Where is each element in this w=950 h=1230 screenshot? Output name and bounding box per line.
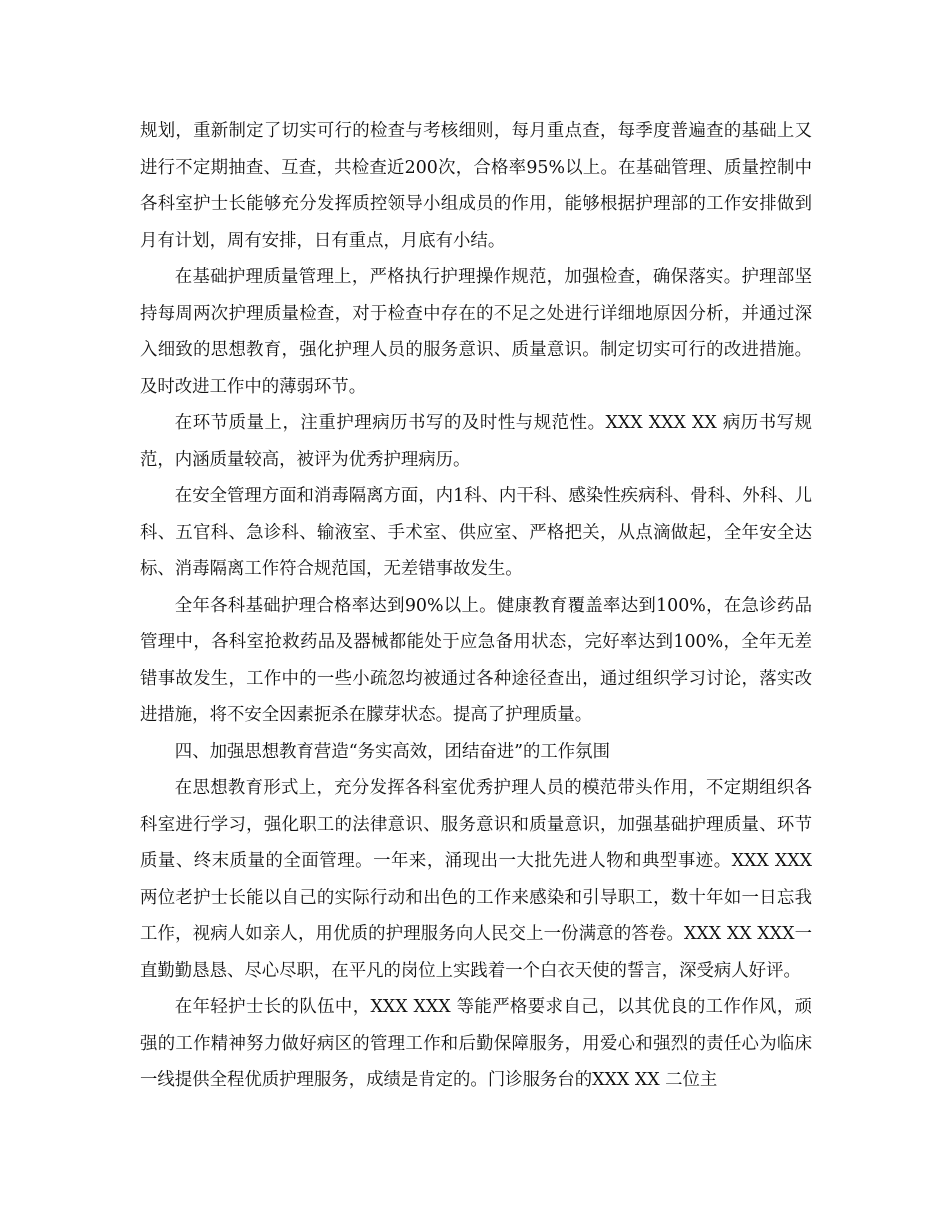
paragraph-basic-nursing-quality: 在基础护理质量管理上，严格执行护理操作规范，加强检查，确保落实。护理部坚持每周两次护理质量检查，对于检查中存在的不足之处进行详细地原因分析，并通过深入细致的思想教育，强化护理人员的服务意识、质量意识。制定切实可行的改进措施。及时改进工作中的薄弱环节。 — [140, 267, 812, 397]
section-heading-four: 四、加强思想教育营造“务实高效，团结奋进”的工作氛围 — [174, 741, 610, 762]
paragraph-young-head-nurses: 在年轻护士长的队伍中，XXX XXX 等能严格要求自己，以其优良的工作作风，顽强的工作精神努力做好病区的管理工作和后勤保障服务，用爱心和强烈的责任心为临床一线提供全程优质护理服务，成绩是肯定的。门诊服务台的XXX XX 二位主 — [140, 997, 812, 1090]
paragraph-inspection-rules: 规划，重新制定了切实可行的检查与考核细则，每月重点查，每季度普遍查的基础上又进行不定期抽查、互查，共检查近200次，合格率95%以上。在基础管理、质量控制中各科室护士长能够充分发挥质控领导小组成员的作用，能够根据护理部的工作安排做到月有计划，周有安排，日有重点，月底有小结。 — [140, 121, 812, 251]
paragraph-link-quality: 在环节质量上，注重护理病历书写的及时性与规范性。XXX XXX XX 病历书写规范，内涵质量较高，被评为优秀护理病历。 — [140, 413, 812, 470]
paragraph-safety-management: 在安全管理方面和消毒隔离方面，内1科、内干科、感染性疾病科、骨科、外科、儿科、五官科、急诊科、输液室、手术室、供应室、严格把关，从点滴做起，全年安全达标、消毒隔离工作符合规范国，无差错事故发生。 — [140, 486, 812, 579]
document-page — [140, 113, 812, 1099]
paragraph-qualification-rate: 全年各科基础护理合格率达到90%以上。健康教育覆盖率达到100%，在急诊药品管理中，各科室抢救药品及器械都能处于应急备用状态，完好率达到100%，全年无差错事故发生，工作中的一些小疏忽均被通过各种途径查出，通过组织学习讨论，落实改进措施，将不安全因素扼杀在朦芽状态。提高了护理质量。 — [140, 595, 812, 725]
paragraph-ideological-education: 在思想教育形式上，充分发挥各科室优秀护理人员的模范带头作用，不定期组织各科室进行学习，强化职工的法律意识、服务意识和质量意识，加强基础护理质量、环节质量、终末质量的全面管理。一年来，涌现出一大批先进人物和典型事迹。XXX XXX 两位老护士长能以自己的实际行动和出色的工作来感染和引导职工，数十年如一日忘我工作，视病人如亲人，用优质的护理服务向人民交上一份满意的答卷。XXX XX XXX一直勤勤恳恳、尽心尽职，在平凡的岗位上实践着一个白衣天使的誓言，深受病人好评。 — [140, 778, 812, 981]
